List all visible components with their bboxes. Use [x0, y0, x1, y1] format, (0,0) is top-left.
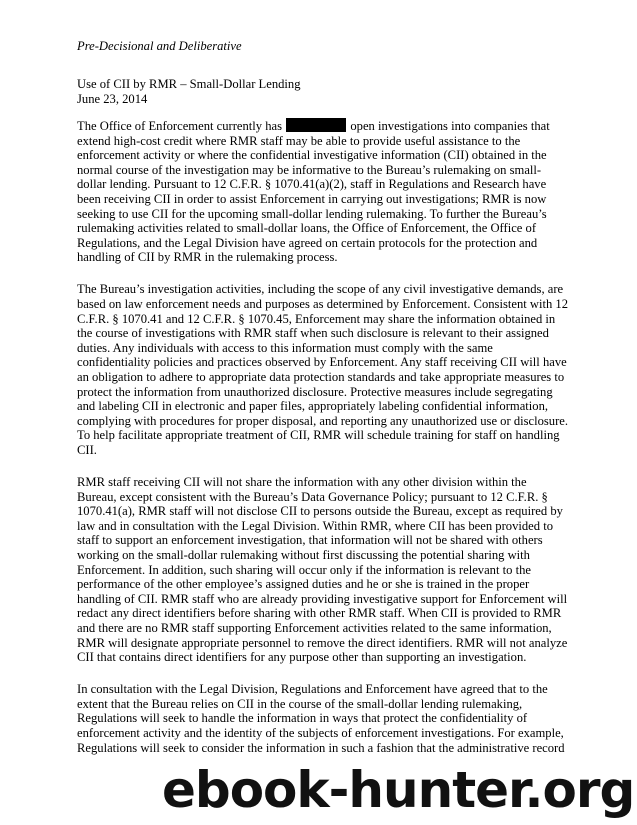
text-line: handling of CII by RMR in the rulemaking process. [77, 250, 338, 265]
text-line: C.F.R. § 1070.41 and 12 C.F.R. § 1070.45, Enforcement may share the information obtained in [77, 311, 556, 326]
paragraph-4 [77, 682, 567, 755]
text-line: Bureau, except consistent with the Bureau’s Data Governance Policy; pursuant to 12 C.F.R. § [77, 489, 548, 504]
text-line: redact any direct identifiers before sharing with other RMR staff. When CII is provided to RMR [77, 606, 562, 621]
text-line: enforcement activity and the identity of the subjects of enforcement investigations. For example, [77, 726, 564, 741]
paragraph-1 [77, 118, 567, 265]
text-line: seeking to use CII for the upcoming small-dollar lending rulemaking. To further the Bureau’s [77, 206, 547, 221]
text-line: RMR will designate appropriate personnel to remove the direct identifiers. RMR will not analyze [77, 635, 568, 650]
text-line: dollar lending. Pursuant to 12 C.F.R. § 1070.41(a)(2), staff in Regulations and Research have [77, 177, 547, 192]
text-line: staff to support an enforcement investigation, that information will not be shared with others [77, 533, 543, 548]
text-line: normal course of the investigation may be informative to the Bureau’s rulemaking on small- [77, 162, 542, 177]
text-line: the course of investigations with RMR staff when such disclosure is relevant to their assigned [77, 326, 549, 341]
memo-body [77, 118, 567, 773]
memo-heading [77, 77, 301, 106]
text-line: CII. [77, 442, 97, 457]
text-line: working on the small-dollar rulemaking without first discussing the potential sharing with [77, 548, 530, 563]
paragraph-2 [77, 282, 567, 457]
text-line: confidentiality policies and practices observed by Enforcement. Any staff receiving CII will have [77, 355, 567, 370]
text-line: an obligation to adhere to appropriate data protection standards and take appropriate measures to [77, 370, 565, 384]
text-line: rulemaking activities related to small-dollar loans, the Office of Enforcement, the Office of [77, 221, 537, 236]
text-line: Regulations, and the Legal Division have agreed on certain protocols for the protection and [77, 235, 538, 250]
text-line: protect the information from unauthorized disclosure. Protective measures include segregating [77, 384, 553, 399]
classification-header: Pre-Decisional and Deliberative [77, 39, 242, 53]
text-line: and there are no RMR staff supporting Enforcement activities related to the same information, [77, 621, 552, 635]
text-line: In consultation with the Legal Division, Regulations and Enforcement have agreed that to the [77, 682, 548, 697]
text-line: duties. Any individuals with access to this information must comply with the same [77, 340, 493, 355]
text-segment: open investigations into companies that [350, 119, 550, 133]
watermark-text: ebook-hunter.org [162, 761, 635, 819]
text-line: been receiving CII in order to assist Enforcement in carrying out investigations; RMR is now [77, 191, 547, 206]
text-line: The Bureau’s investigation activities, including the scope of any civil investigative demands, are [77, 282, 564, 297]
text-line: complying with procedures for proper disposal, and reporting any unauthorized use or disclosure. [77, 413, 569, 428]
text-line: 1070.41(a), RMR staff will not disclose CII to persons outside the Bureau, except as required by [77, 504, 563, 519]
paragraph-3 [77, 475, 567, 665]
text-line: extend high-cost credit where RMR staff may be able to provide useful assistance to the [77, 133, 521, 148]
text-line: Regulations will seek to handle the information in ways that protect the confidentiality of [77, 711, 528, 726]
memo-subject: Use of CII by RMR – Small-Dollar Lending [77, 77, 301, 91]
text-line: law and in consultation with the Legal Division. Within RMR, where CII has been provided to [77, 518, 553, 533]
text-line: CII that contains direct identifiers for any purpose other than supporting an investigation. [77, 650, 527, 665]
memo-date: June 23, 2014 [77, 91, 148, 106]
text-line: Enforcement. In addition, such sharing will occur only if the information is relevant to the [77, 562, 531, 577]
text-line: RMR staff receiving CII will not share the information with any other division within the [77, 475, 527, 490]
text-line: Regulations will seek to consider the information in such a fashion that the administrative record [77, 740, 565, 755]
text-line: based on law enforcement needs and purposes as determined by Enforcement. Consistent with 12 [77, 297, 569, 312]
text-line: extent that the Bureau relies on CII in the course of the small-dollar lending rulemaking, [77, 696, 523, 711]
text-line: performance of the other employee’s assigned duties and he or she is trained in the proper [77, 577, 530, 592]
text-segment: The Office of Enforcement currently has [77, 119, 283, 133]
text-line [77, 118, 567, 134]
redaction-block [286, 118, 346, 132]
text-line: To help facilitate appropriate treatment of CII, RMR will schedule training for staff on handling [77, 428, 560, 443]
text-line: handling of CII. RMR staff who are already providing investigative support for Enforcement will [77, 591, 568, 606]
text-line: enforcement activity or where the confidential investigative information (CII) obtained in the [77, 148, 547, 163]
text-line: and labeling CII in electronic and paper files, appropriately labeling confidential information, [77, 399, 549, 414]
